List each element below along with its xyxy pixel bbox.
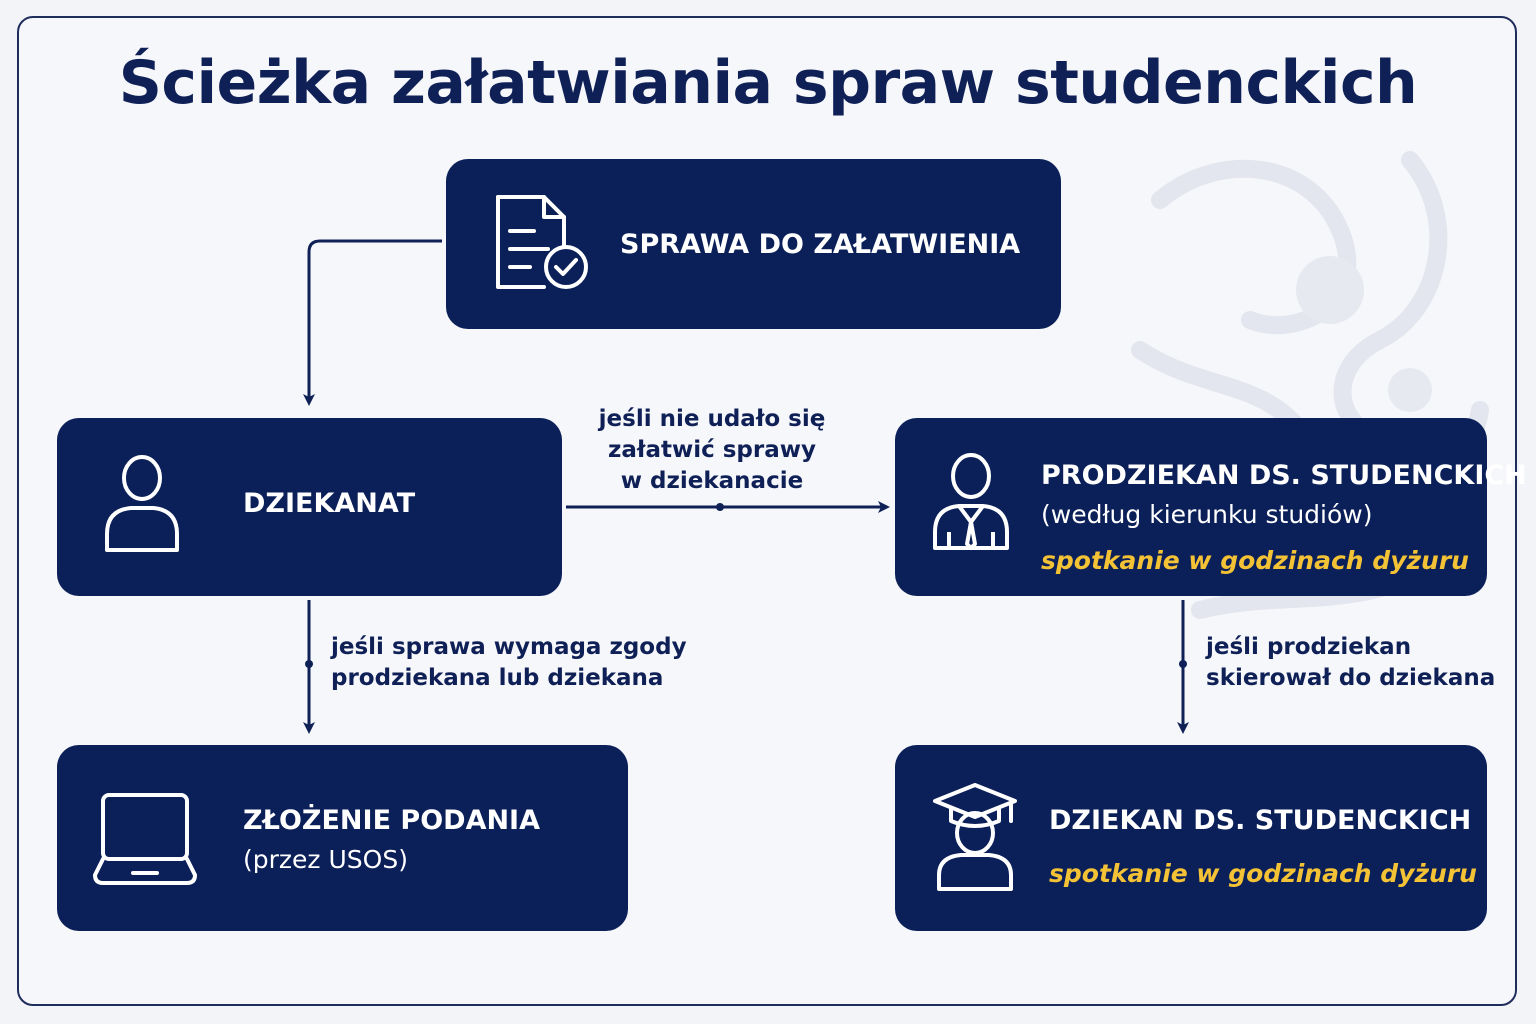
node-podanie-label: ZŁOŻENIE PODANIA — [243, 805, 540, 836]
node-sprawa — [446, 159, 1061, 329]
node-podanie-sub: (przez USOS) — [243, 845, 408, 874]
node-prodziekan — [895, 418, 1527, 596]
node-dziekan-note: spotkanie w godzinach dyżuru — [1049, 859, 1477, 888]
node-dziekanat — [57, 418, 562, 596]
node-dziekan — [895, 745, 1487, 931]
node-prodziekan-note: spotkanie w godzinach dyżuru — [1041, 546, 1469, 575]
official-user-icon — [931, 452, 1011, 552]
arrow-sprawa-to-dziekanat — [309, 241, 442, 400]
node-dziekanat-label: DZIEKANAT — [243, 488, 416, 519]
node-prodziekan-sub: (według kierunku studiów) — [1041, 500, 1373, 529]
edge-label-dziekanat-to-podanie: jeśli sprawa wymaga zgody prodziekana lub dziekana — [331, 634, 687, 691]
node-dziekan-label: DZIEKAN DS. STUDENCKICH — [1049, 805, 1472, 836]
laptop-icon — [93, 789, 197, 889]
node-prodziekan-label: PRODZIEKAN DS. STUDENCKICH — [1041, 460, 1527, 491]
edge-label-prodziekan-to-dziekan: jeśli prodziekan skierował do dziekana — [1206, 634, 1496, 691]
graduate-icon — [933, 781, 1017, 893]
node-podanie — [57, 745, 628, 931]
node-sprawa-label: SPRAWA DO ZAŁATWIENIA — [620, 229, 1021, 260]
user-icon — [103, 454, 181, 554]
edge-label-dziekanat-to-prodziekan: jeśli nie udało się załatwić sprawy w dziekanacie — [598, 406, 826, 494]
document-check-icon — [494, 193, 590, 293]
page-title: Ścieżka załatwiania spraw studenckich — [118, 48, 1418, 118]
